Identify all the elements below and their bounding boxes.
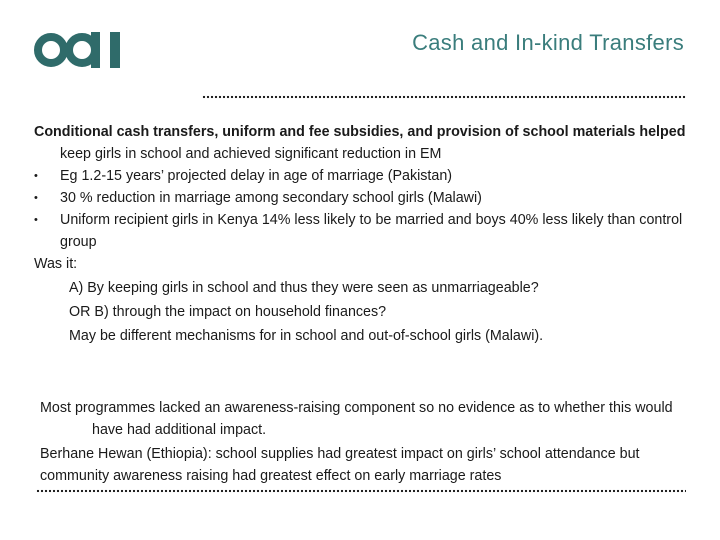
bullet-list	[34, 165, 694, 253]
option-b: OR B) through the impact on household finances?	[69, 304, 387, 320]
bullet-text: Eg 1.2-15 years’ projected delay in age of marriage (Pakistan)	[60, 168, 453, 184]
option-a: A) By keeping girls in school and thus they were seen as unmarriageable?	[69, 280, 539, 296]
question-text: Was it:	[34, 256, 78, 272]
list-item	[34, 209, 694, 253]
closing-paragraph-1: Most programmes lacked an awareness-raising component so no evidence as to whether this would have had additional impact.	[40, 400, 673, 438]
bullet-icon: •	[34, 170, 38, 182]
option-note: May be different mechanisms for in school and out-of-school girls (Malawi).	[69, 328, 544, 344]
odi-logo-icon	[34, 28, 132, 72]
list-item	[34, 187, 694, 209]
bullet-icon: •	[34, 192, 38, 204]
bullet-text: Uniform recipient girls in Kenya 14% less likely to be married and boys 40% less likely than control group	[60, 212, 683, 250]
dotted-divider-top	[202, 95, 686, 99]
list-item	[34, 165, 694, 187]
dotted-divider-bottom	[36, 489, 686, 493]
closing-paragraph-2: Berhane Hewan (Ethiopia): school supplies had greatest impact on girls’ school attendance but community awareness raising had greatest effect on early marriage rates	[40, 446, 640, 484]
bullet-text: 30 % reduction in marriage among secondary school girls (Malawi)	[60, 190, 482, 206]
page-title: Cash and In-kind Transfers	[412, 30, 684, 55]
bullet-icon: •	[34, 214, 38, 226]
closing-block	[40, 397, 700, 487]
lead-bold: Conditional cash transfers, uniform and fee subsidies, and provision of school materials helped	[34, 124, 686, 140]
lead-paragraph	[34, 121, 694, 165]
lead-rest: keep girls in school and achieved significant reduction in EM	[60, 146, 442, 162]
odi-logo	[34, 28, 132, 72]
content-block	[34, 121, 694, 347]
